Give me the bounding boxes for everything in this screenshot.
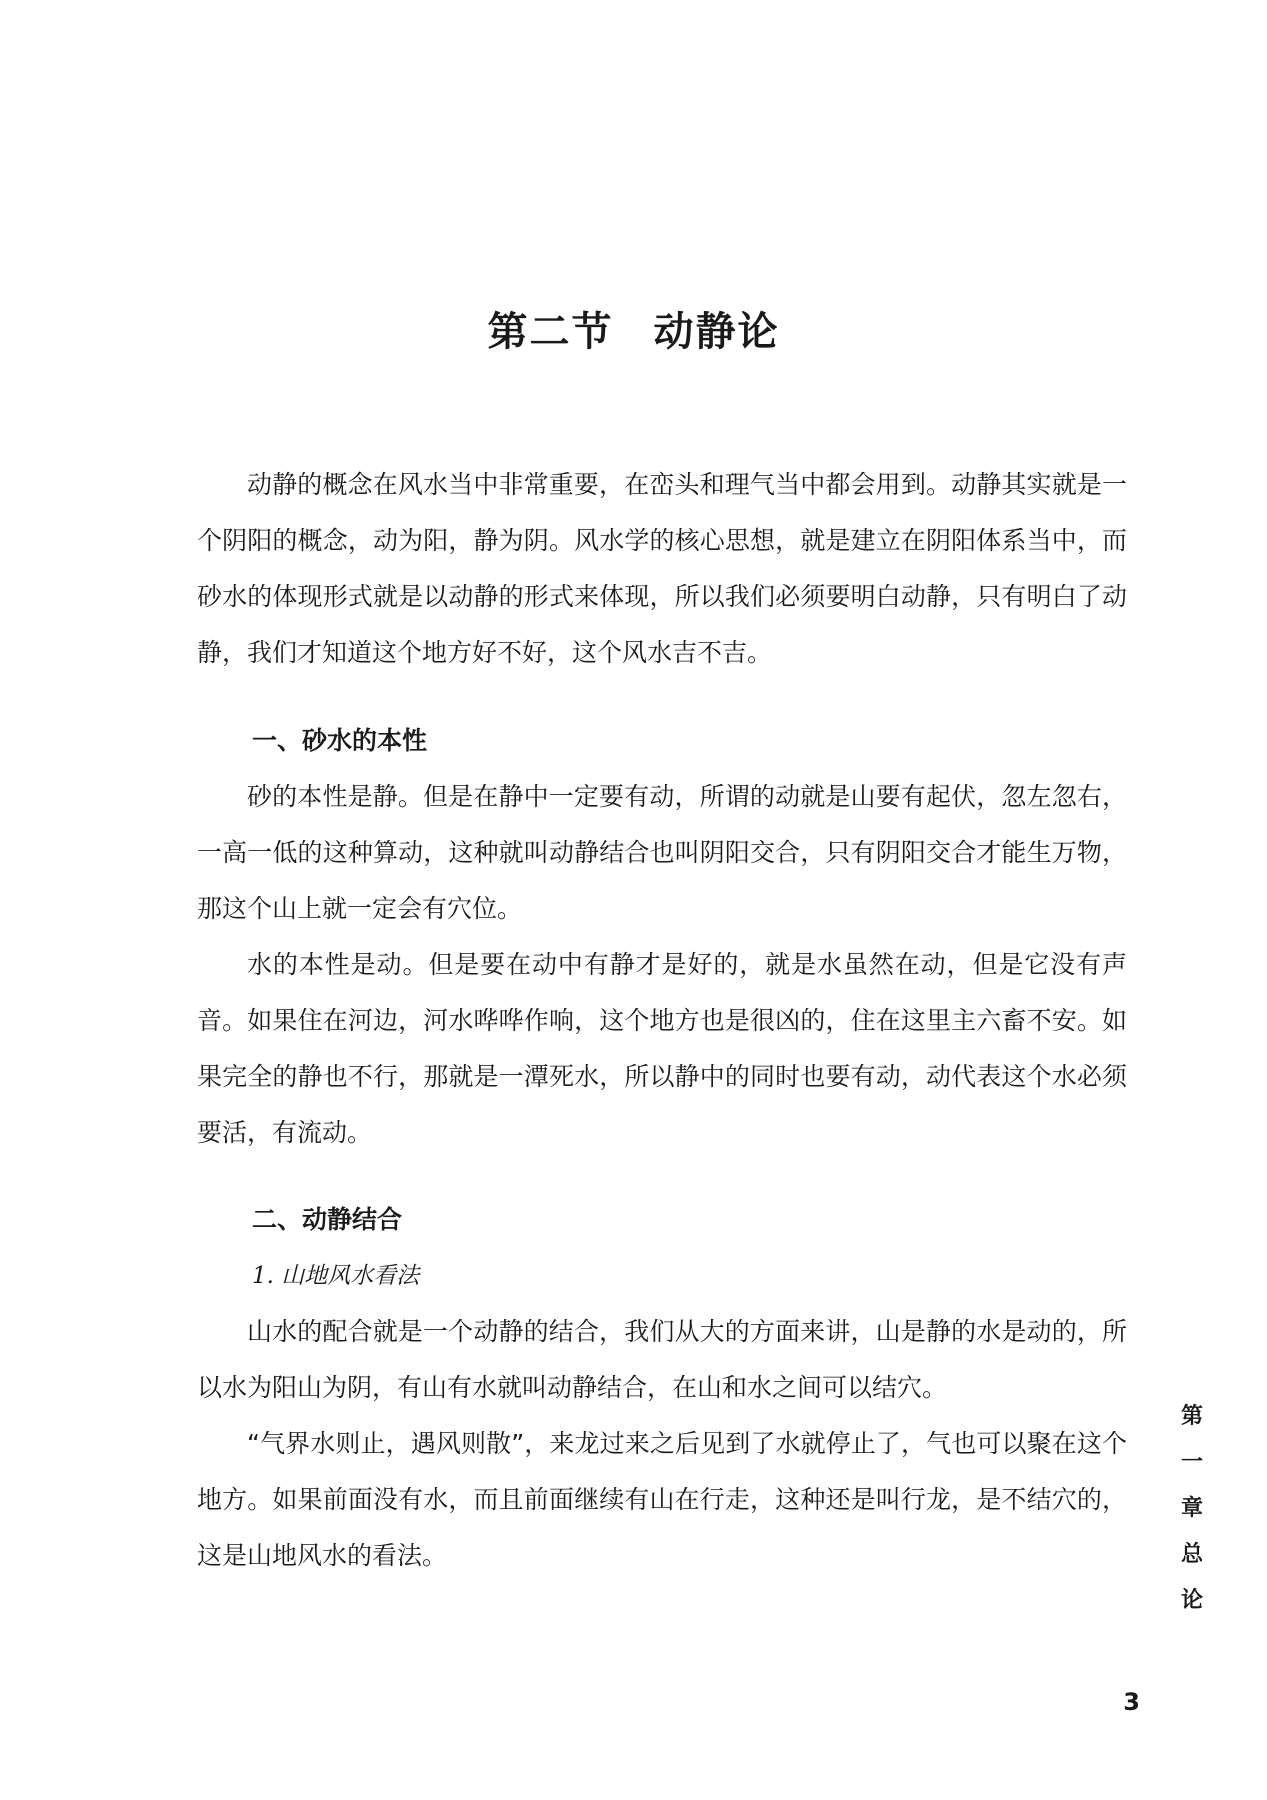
intro-block bbox=[197, 457, 1127, 681]
section-number: 第二节 bbox=[487, 309, 614, 355]
intro-paragraph: 动静的概念在风水当中非常重要，在峦头和理气当中都会用到。动静其实就是一个阴阳的概念，动为阳，静为阴。风水学的核心思想，就是建立在阴阳体系当中，而砂水的体现形式就是以动静的形式来体现，所以我们必须要明白动静，只有明白了动静，我们才知道这个地方好不好，这个风水吉不吉。 bbox=[197, 470, 1127, 667]
part2-paragraph-1: 山水的配合就是一个动静的结合，我们从大的方面来讲，山是静的水是动的，所以水为阳山为阴，有山有水就叫动静结合，在山和水之间可以结穴。 bbox=[197, 1317, 1127, 1402]
part2-subheading: 1. 山地风水看法 bbox=[252, 1263, 420, 1289]
part1-paragraph-2: 水的本性是动。但是要在动中有静才是好的，就是水虽然在动，但是它没有声音。如果住在河边，河水哗哗作响，这个地方也是很凶的，住在这里主六畜不安。如果完全的静也不行，那就是一潭死水，所以静中的同时也要有动，动代表这个水必须要活，有流动。 bbox=[197, 950, 1127, 1147]
side-label-char: 论 bbox=[1180, 1587, 1203, 1613]
side-label-char: 一 bbox=[1180, 1449, 1203, 1475]
side-label-char: 第 bbox=[1180, 1403, 1203, 1429]
section-title bbox=[0, 300, 1267, 357]
chapter-side-label bbox=[1172, 1393, 1212, 1623]
part2-heading: 二、动静结合 bbox=[252, 1205, 403, 1234]
part1-heading: 一、砂水的本性 bbox=[252, 726, 428, 755]
part1-paragraph-1: 砂的本性是静。但是在静中一定要有动，所谓的动就是山要有起伏，忽左忽右，一高一低的这种算动，这种就叫动静结合也叫阴阳交合，只有阴阳交合才能生万物，那这个山上就一定会有穴位。 bbox=[197, 782, 1127, 923]
part2-paragraph-2: “气界水则止，遇风则散”，来龙过来之后见到了水就停止了，气也可以聚在这个地方。如果前面没有水，而且前面继续有山在行走，这种还是叫行龙，是不结穴的，这是山地风水的看法。 bbox=[197, 1429, 1127, 1570]
page-number: 3 bbox=[1123, 1688, 1140, 1716]
side-label-char: 总 bbox=[1180, 1541, 1203, 1567]
part2-block bbox=[197, 1192, 1127, 1584]
section-name: 动静论 bbox=[653, 309, 780, 355]
part1-block bbox=[197, 713, 1127, 1161]
side-label-char: 章 bbox=[1180, 1495, 1203, 1521]
